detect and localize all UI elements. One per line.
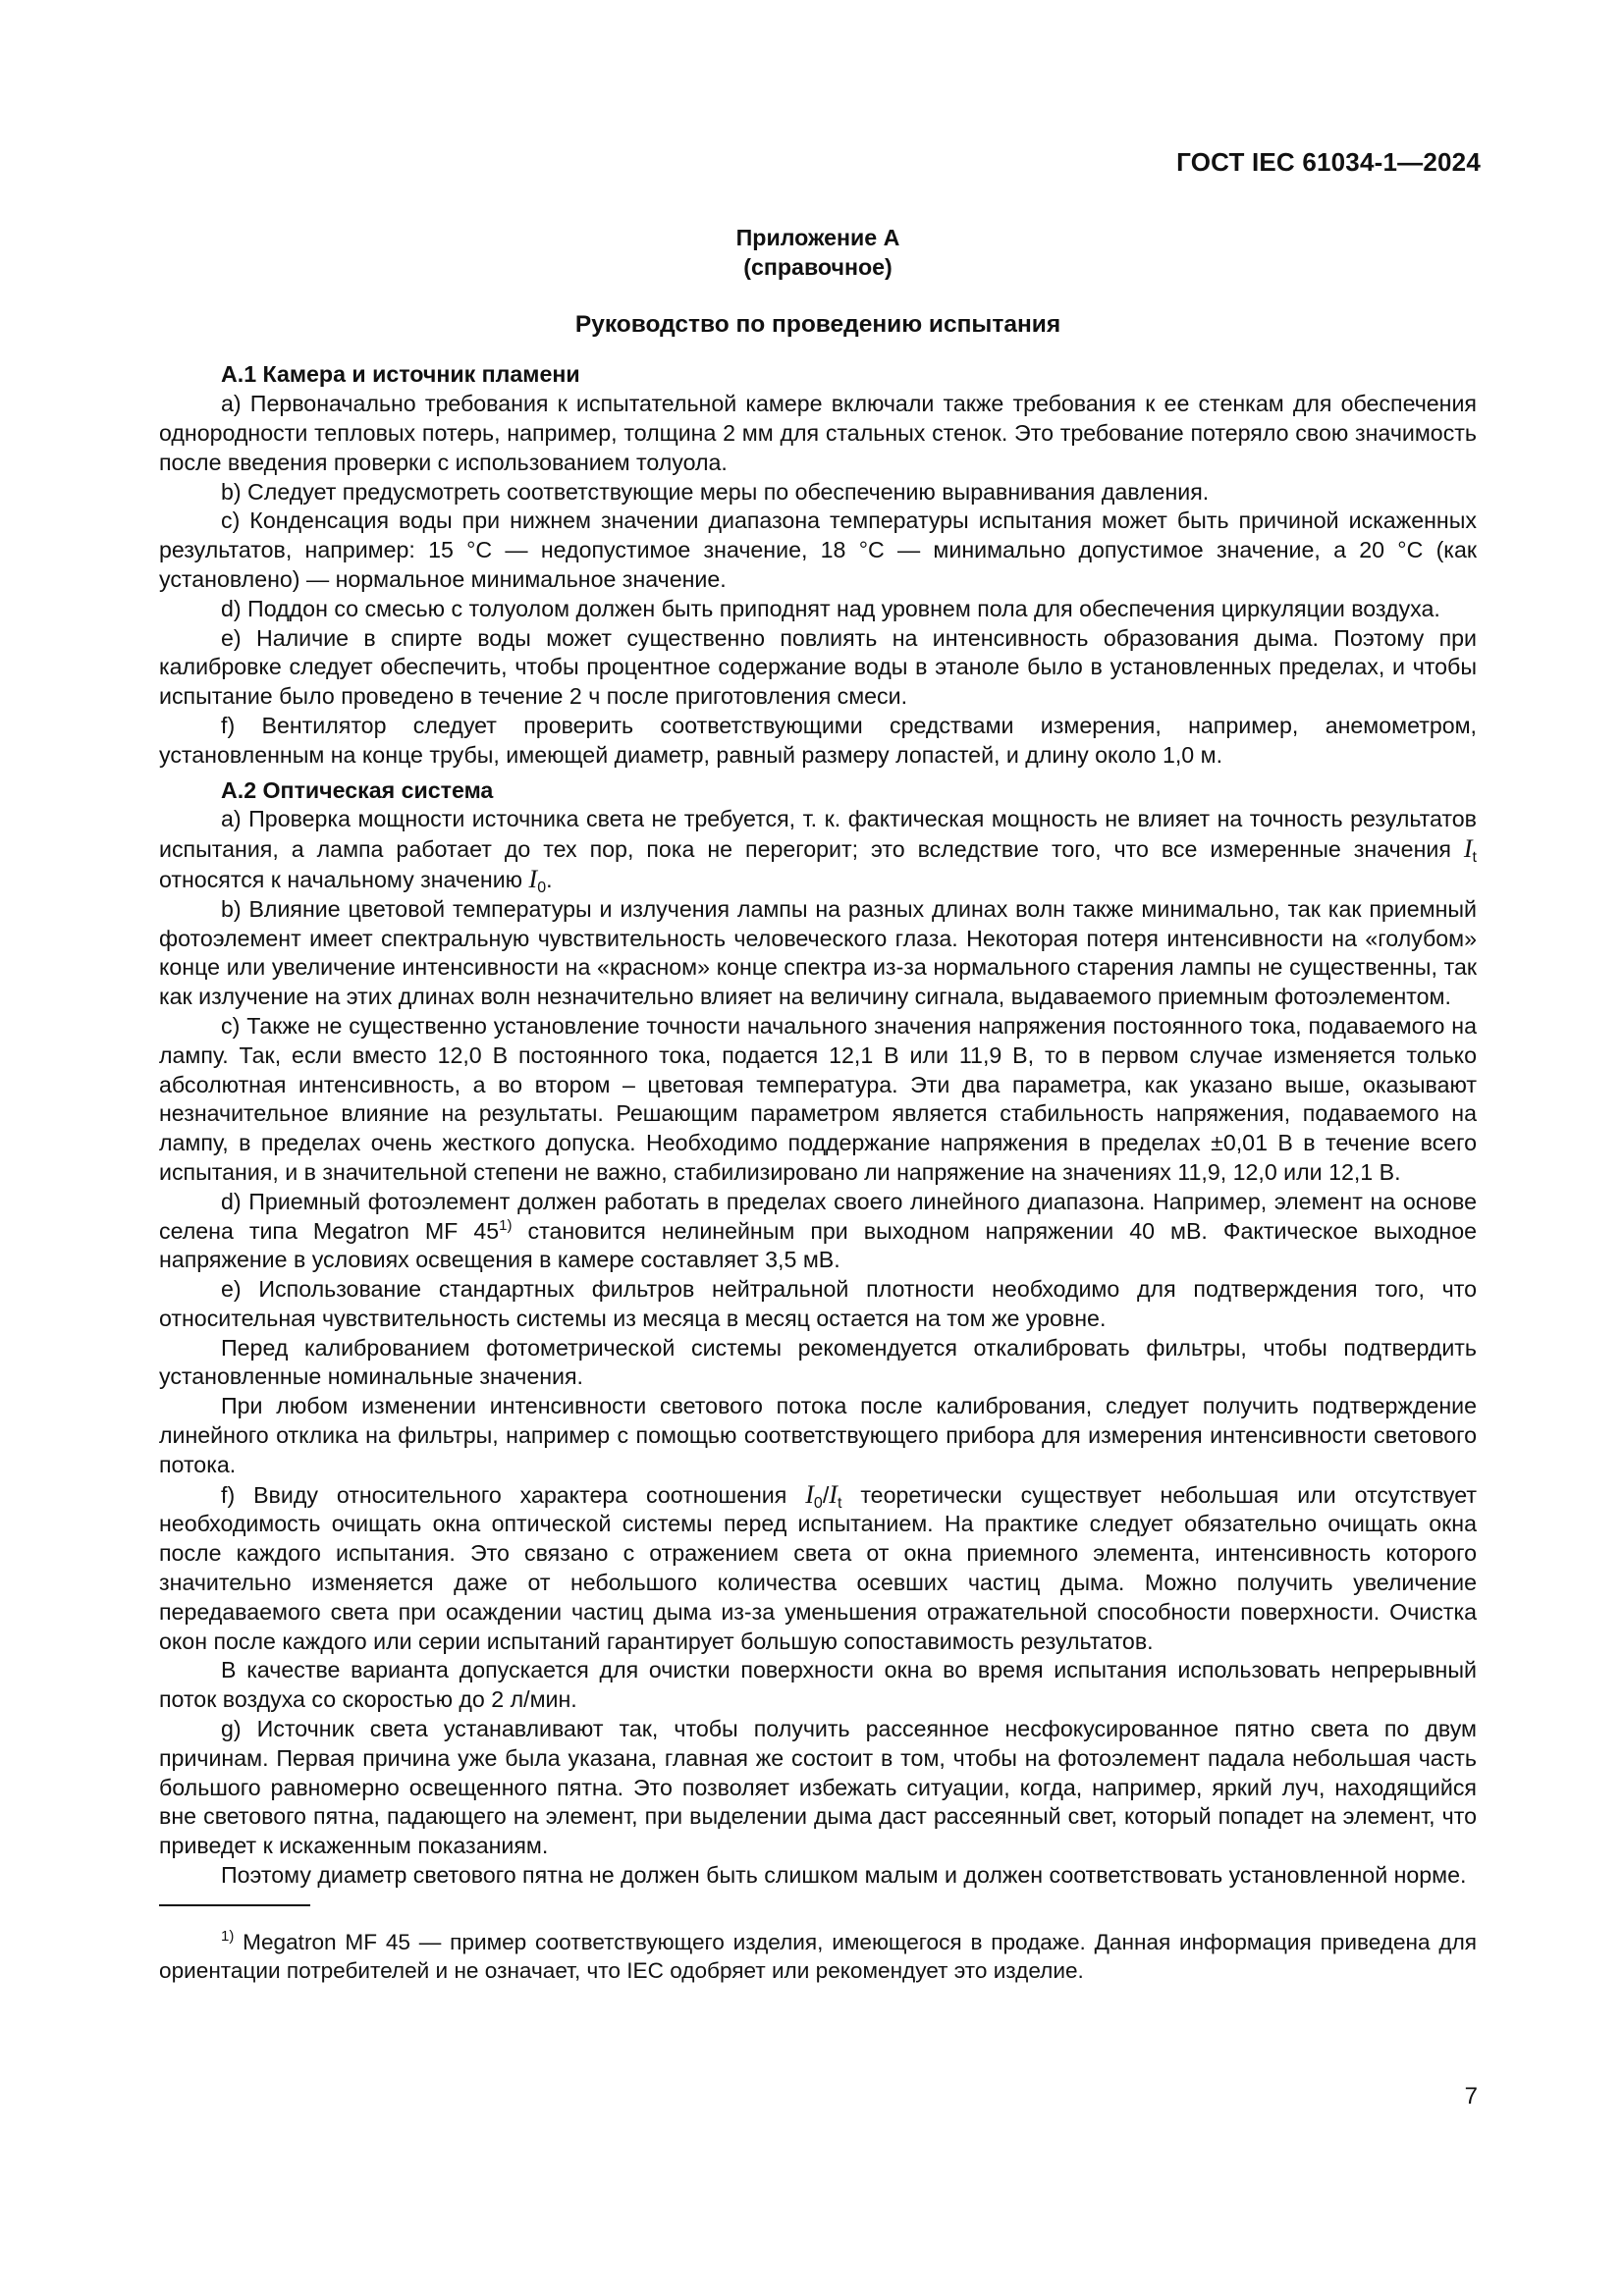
paragraph-a2-a-part1: a) Проверка мощности источника света не требуется, т. к. фактическая мощность не влияет на точность результатов испытания, а лампа работает до тех пор, пока не перегорит; это вследствие того, что все измеренные значения xyxy=(159,806,1477,863)
subscript-0: 0 xyxy=(537,879,547,896)
paragraph-a2-f-part2: теоретически существует небольшая или отсутствует необходимость очищать окна оптической системы перед испытанием. На практике следует обязательно очищать окна после каждого испытания. Это связано с отражением света от окна приемного элемента, интенсивность которого значительно изменяется даже от небольшого количества осевших частиц дыма. Можно получить увеличение передаваемого света при осаждении частиц дыма из-за уменьшения отражательной способности поверхности. Очистка окон после каждого или серии испытаний гарантирует большую сопоставимость результатов. xyxy=(159,1481,1477,1654)
footnote xyxy=(159,1928,1477,1985)
paragraph-a1-f: f) Вентилятор следует проверить соответствующими средствами измерения, например, анемометром, установленным на конце трубы, имеющей диаметр, равный размеру лопастей, и длину около 1,0 м. xyxy=(159,712,1477,768)
paragraph-a2-a-part3: . xyxy=(546,866,553,892)
symbol-i: I xyxy=(829,1479,838,1509)
footnote-separator xyxy=(159,1904,310,1906)
paragraph-a1-e: e) Наличие в спирте воды может существенно повлиять на интенсивность образования дыма. Поэтому при калибровке следует обеспечить, чтобы процентное содержание воды в этаноле было в установленных пределах, и чтобы испытание было проведено в течение 2 ч после приготовления смеси. xyxy=(159,624,1477,710)
page-content xyxy=(159,224,1477,1985)
paragraph-a1-d: d) Поддон со смесью с толуолом должен быть приподнят над уровнем пола для обеспечения циркуляции воздуха. xyxy=(221,595,1440,621)
paragraph-a1-a: a) Первоначально требования к испытательной камере включали также требования к ее стенкам для обеспечения однородности тепловых потерь, например, толщина 2 мм для стальных стенок. Это требование потеряло свою значимость после введения проверки с использованием толуола. xyxy=(159,391,1477,475)
paragraph-a2-f2: В качестве варианта допускается для очистки поверхности окна во время испытания использовать непрерывный поток воздуха со скоростью до 2 л/мин. xyxy=(159,1657,1477,1713)
symbol-i: I xyxy=(528,864,538,893)
subscript-t: t xyxy=(837,1494,842,1512)
paragraph-a2-f xyxy=(159,1480,1477,1657)
symbol-i: I xyxy=(1463,834,1473,864)
standard-code: ГОСТ IEC 61034-1—2024 xyxy=(1176,147,1481,177)
paragraph-a1-b: b) Следует предусмотреть соответствующие меры по обеспечению выравнивания давления. xyxy=(221,478,1210,505)
annex-title: Приложение А xyxy=(735,225,900,250)
paragraph-a2-c: c) Также не существенно установление точности начального значения напряжения постоянного тока, подаваемого на лампу. Так, если вместо 12,0 В постоянного тока, подается 12,1 В или 11,9 В, то в первом случае изменяется только абсолютная интенсивность, а во втором – цветовая температура. Эти два параметра, как указано выше, оказывают незначительное влияние на результаты. Решающим параметром является стабильность напряжения, подаваемого на лампу, в пределах очень жесткого допуска. Необходимо поддержание напряжения в пределах ±0,01 В в течение всего испытания, и в значительной степени не важно, стабилизировано ли напряжение на значениях 11,9, 12,0 или 12,1 В. xyxy=(159,1012,1477,1185)
paragraph-a2-a xyxy=(159,805,1477,894)
subscript-0: 0 xyxy=(813,1494,823,1512)
footnote-text: Megatron MF 45 — пример соответствующего изделия, имеющегося в продаже. Данная информация приведена для ориентации потребителей и не означает, что IEC одобряет или рекомендует это изделие. xyxy=(159,1929,1477,1983)
paragraph-a2-e2: Перед калиброванием фотометрической системы рекомендуется откалибровать фильтры, чтобы подтвердить установленные номинальные значения. xyxy=(159,1334,1477,1390)
section-heading-a1: А.1 Камера и источник пламени xyxy=(221,361,580,388)
paragraph-a2-a-part2: относятся к начальному значению xyxy=(159,866,523,892)
main-title: Руководство по проведению испытания xyxy=(574,310,1061,338)
paragraph-a1-c: c) Конденсация воды при нижнем значении диапазона температуры испытания может быть причиной искаженных результатов, например: 15 °С — недопустимое значение, 18 °С — минимально допустимое значение, а 20 °С (как установлено) — нормальное минимальное значение. xyxy=(159,507,1477,592)
paragraph-a2-d-part1: d) Приемный фотоэлемент должен работать в пределах своего линейного диапазона. Например, элемент на основе селена типа Megatron MF 45 xyxy=(159,1188,1477,1244)
ratio-slash: / xyxy=(822,1481,830,1508)
paragraph-a2-e: e) Использование стандартных фильтров нейтральной плотности необходимо для подтверждения того, что относительная чувствительность системы из месяца в месяц остается на том же уровне. xyxy=(159,1276,1477,1331)
paragraph-a2-e3: При любом изменении интенсивности светового потока после калибрования, следует получить подтверждение линейного отклика на фильтры, например с помощью соответствующего прибора для измерения интенсивности светового потока. xyxy=(159,1393,1477,1477)
paragraph-a2-d xyxy=(159,1188,1477,1275)
subscript-t: t xyxy=(1472,849,1477,867)
paragraph-a2-g2: Поэтому диаметр светового пятна не должен быть слишком малым и должен соответствовать установленной норме. xyxy=(221,1862,1467,1889)
paragraph-a2-f-part1: f) Ввиду относительного характера соотношения xyxy=(221,1481,787,1508)
page-number: 7 xyxy=(1464,2083,1478,2109)
section-heading-a2: А.2 Оптическая система xyxy=(221,776,494,803)
paragraph-a2-b: b) Влияние цветовой температуры и излучения лампы на разных длинах волн также минимально, так как приемный фотоэлемент имеет спектральную чувствительность человеческого глаза. Некоторая потеря интенсивности на «голубом» конце или увеличение интенсивности на «красном» конце спектра из-за нормального старения лампы не существенны, так как излучение на этих длинах волн незначительно влияет на величину сигнала, выдаваемого приемным фотоэлементом. xyxy=(159,895,1477,1010)
paragraph-a2-g: g) Источник света устанавливают так, чтобы получить рассеянное несфокусированное пятно света по двум причинам. Первая причина уже была указана, главная же состоит в том, чтобы на фотоэлемент падала небольшая часть большого равномерно освещенного пятна. Это позволяет избежать ситуации, когда, например, яркий луч, находящийся вне светового пятна, падающего на элемент, при выделении дыма даст рассеянный свет, который попадет на элемент, что приведет к искаженным показаниям. xyxy=(159,1716,1477,1859)
footnote-mark: 1) xyxy=(221,1927,235,1945)
paragraph-a2-d-part2: становится нелинейным при выходном напряжении 40 мВ. Фактическое выходное напряжение в условиях освещения в камере составляет 3,5 мВ. xyxy=(159,1217,1478,1273)
footnote-reference: 1) xyxy=(499,1216,513,1234)
annex-subtitle: (справочное) xyxy=(743,253,893,280)
symbol-i: I xyxy=(805,1479,814,1509)
